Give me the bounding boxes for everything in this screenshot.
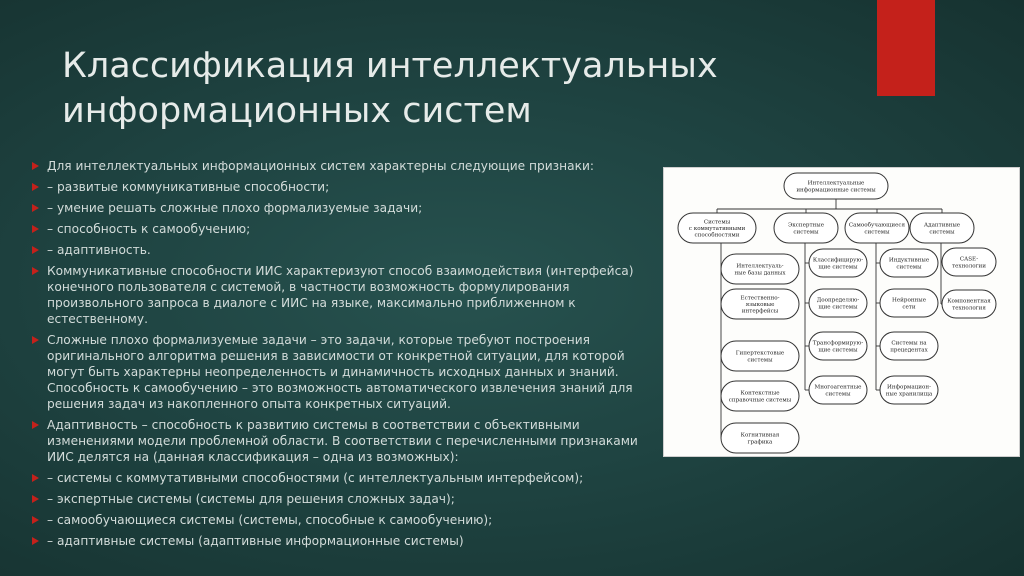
subsystem-node-text: языковые — [745, 302, 775, 308]
slide-title-line: Классификация интеллектуальных — [62, 46, 718, 86]
bullet-item: – адаптивные системы (адаптивные информационные системы) — [30, 533, 656, 549]
subsystem-node — [721, 254, 799, 284]
category-node — [678, 213, 756, 243]
slide-title — [62, 44, 862, 134]
bullet-item: Адаптивность – способность к развитию системы в соответствии с объективными изменениями модели проблемной области. В соответствии с перечисленными признаками ИИС делятся на (данная классификация – одна из возможных): — [30, 417, 656, 465]
subsystem-node-text: ные хранилища — [885, 391, 933, 398]
subsystem-node — [809, 332, 867, 360]
subsystem-node — [809, 249, 867, 277]
subsystem-node-text: сети — [902, 304, 916, 311]
subsystem-node — [880, 376, 938, 404]
category-node — [845, 213, 909, 243]
category-node-text: системы — [864, 229, 890, 236]
subsystem-node — [880, 332, 938, 360]
subsystem-node — [721, 289, 799, 319]
subsystem-node-text: Индуктивные — [888, 257, 930, 264]
bullet-item: – адаптивность. — [30, 242, 656, 258]
subsystem-node — [809, 289, 867, 317]
subsystem-node — [721, 381, 799, 411]
subsystem-node-text: щие системы — [818, 347, 858, 354]
bullet-item: Сложные плохо формализуемые задачи – это задачи, которые требуют построения оригинального алгоритма решения в зависимости от конкретной ситуации, для которой могут быть характерны неопределенность и динамичность исходных данных и знаний. Способность к самообучению – это возможность автоматического извлечения знаний для решения задач из накопленного опыта конкретных ситуаций. — [30, 332, 656, 412]
subsystem-node — [809, 376, 867, 404]
bullet-item: – системы с коммутативными способностями (с интеллектуальным интерфейсом); — [30, 470, 656, 486]
subsystem-node — [880, 249, 938, 277]
classification-diagram — [663, 167, 1020, 457]
category-node-text: способностями — [694, 232, 740, 239]
subsystem-node-text: Классифицирую- — [812, 257, 864, 264]
subsystem-node-text: Естественно- — [740, 295, 780, 302]
bullet-item: Коммуникативные способности ИИС характеризуют способ взаимодействия (интерфейса) конечного пользователя с системой, в частности возможность формулирования произвольного запроса в диалоге с ИИС на языке, максимально приближенном к естественному. — [30, 263, 656, 327]
subsystem-node-text: справочные системы — [728, 397, 792, 404]
subsystem-node — [880, 289, 938, 317]
bullet-item: – развитые коммуникативные способности; — [30, 179, 656, 195]
subsystem-node — [942, 248, 996, 276]
root-node-text: Интеллектуальные — [807, 180, 865, 187]
subsystem-node-text: Контекстные — [740, 390, 780, 397]
subsystem-node-text: Многоагентные — [814, 384, 862, 391]
subsystem-node-text: Гипертекстовые — [735, 350, 785, 357]
subsystem-node-text: CASE- — [959, 256, 979, 263]
subsystem-node-text: Доопределяю- — [816, 297, 860, 304]
red-accent-bar — [877, 0, 935, 96]
category-node-text: системы — [929, 229, 955, 236]
subsystem-node-text: технологии — [952, 263, 986, 270]
category-node-text: с коммутативными — [688, 226, 746, 232]
subsystem-node-text: ные базы данных — [734, 270, 786, 277]
subsystem-node-text: Нейронные — [891, 297, 927, 304]
subsystem-node-text: системы — [825, 391, 851, 398]
subsystem-node-text: Когнитивная — [740, 432, 780, 439]
category-node-text: Системы — [703, 219, 731, 226]
bullet-item: – экспертные системы (системы для решения сложных задач); — [30, 491, 656, 507]
bullet-item: – способность к самообучению; — [30, 221, 656, 237]
subsystem-node-text: системы — [747, 357, 773, 364]
subsystem-node-text: графика — [747, 439, 773, 446]
root-node — [784, 173, 888, 199]
subsystem-node-text: щие системы — [818, 304, 858, 311]
category-node-text: Адаптивные — [923, 222, 961, 229]
root-node-text: информационные системы — [796, 187, 876, 194]
category-node-text: Самообучающиеся — [848, 222, 906, 229]
category-node — [910, 213, 974, 243]
subsystem-node-text: интерфейсы — [741, 308, 779, 315]
subsystem-node — [721, 423, 799, 453]
subsystem-node-text: Системы на — [891, 340, 927, 347]
subsystem-node-text: Трансформирую- — [812, 340, 864, 347]
subsystem-node-text: щие системы — [818, 264, 858, 271]
bullet-item: Для интеллектуальных информационных систем характерны следующие признаки: — [30, 158, 656, 174]
bullet-item: – самообучающиеся системы (системы, способные к самообучению); — [30, 512, 656, 528]
subsystem-node — [721, 341, 799, 371]
category-node — [774, 213, 838, 243]
classification-diagram-svg — [664, 168, 1019, 456]
slide-title-line: информационных систем — [62, 91, 532, 131]
subsystem-node-text: прецедентах — [890, 347, 928, 354]
bullet-item: – умение решать сложные плохо формализуемые задачи; — [30, 200, 656, 216]
subsystem-node-text: Информацион- — [887, 384, 931, 391]
category-node-text: Экспертные — [787, 222, 825, 229]
category-node-text: системы — [793, 229, 819, 236]
subsystem-node — [942, 290, 996, 318]
subsystem-node-text: Компонентная — [947, 298, 991, 305]
subsystem-node-text: Интеллектуаль- — [736, 263, 784, 270]
bullet-list — [30, 158, 656, 554]
subsystem-node-text: технология — [952, 305, 986, 312]
subsystem-node-text: системы — [896, 264, 922, 271]
